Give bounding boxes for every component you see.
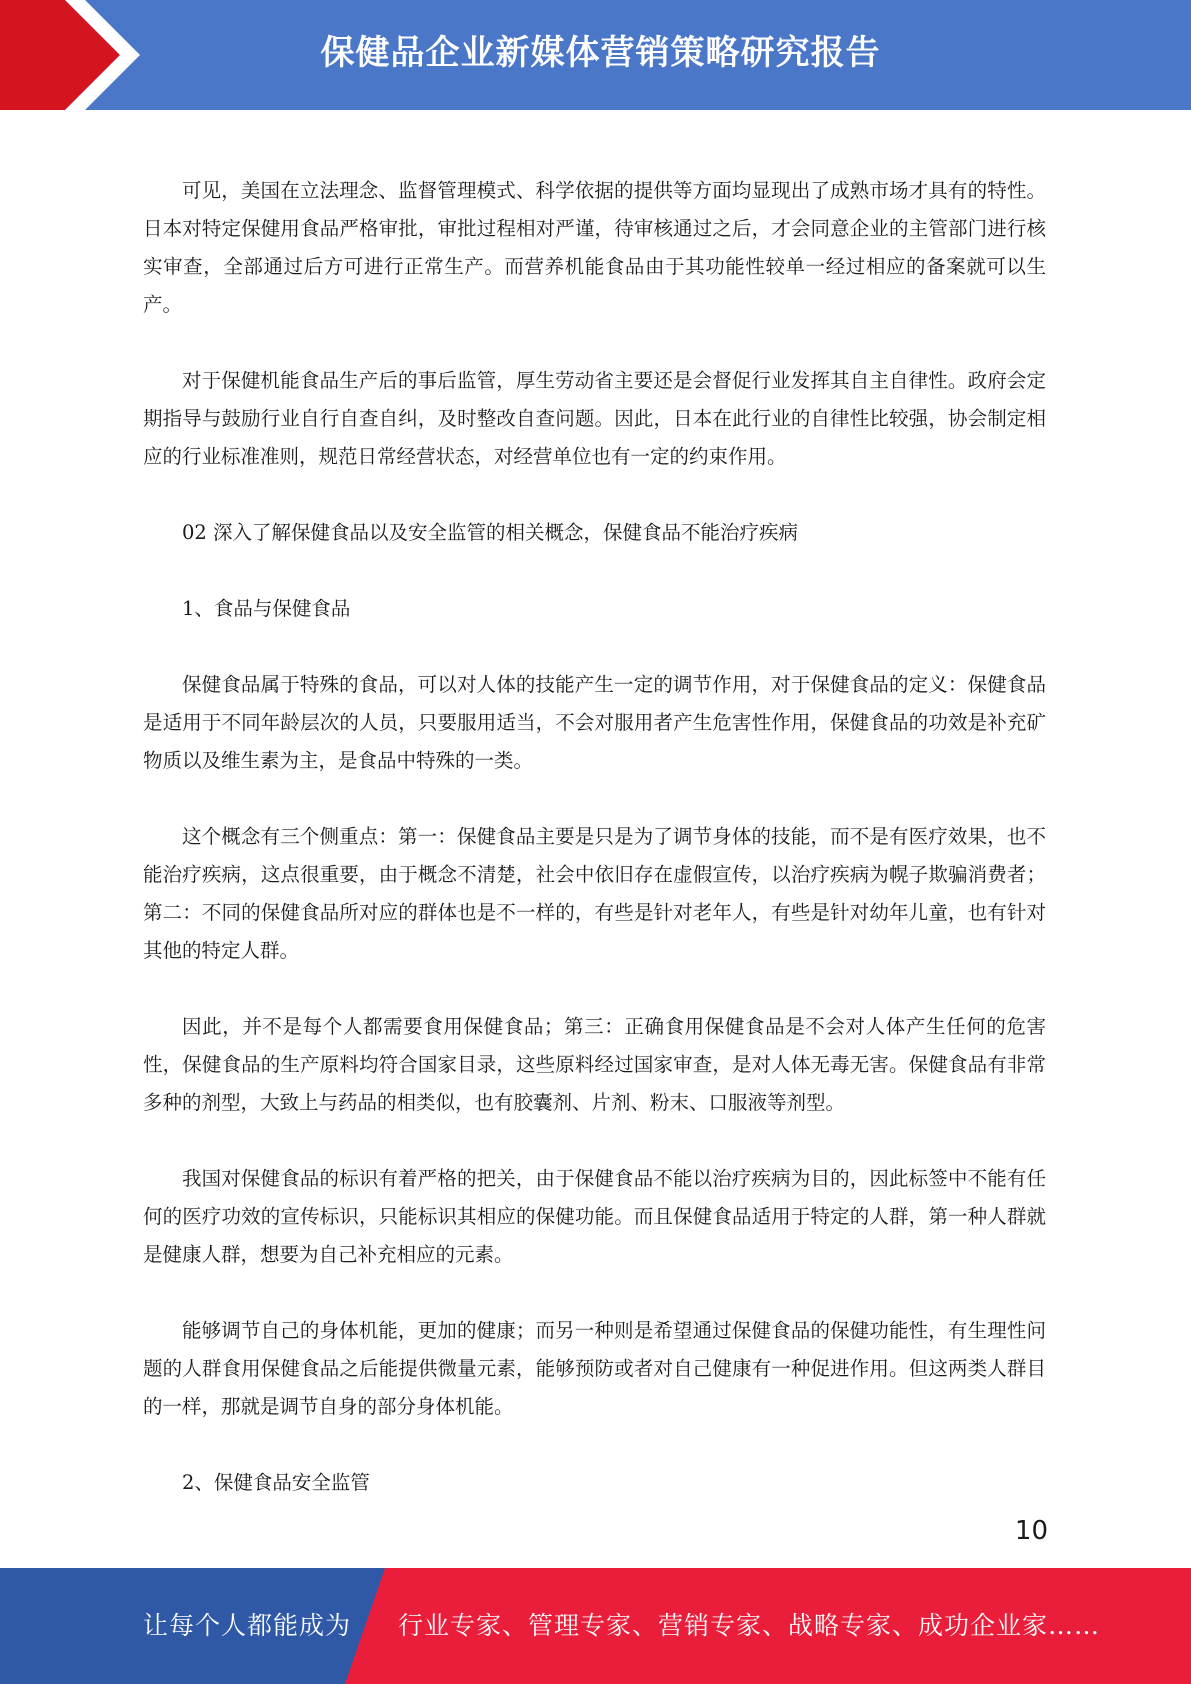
document-body — [143, 172, 1046, 1540]
subsection-heading: 1、食品与保健食品 — [182, 597, 351, 620]
page-header — [0, 0, 1191, 110]
paragraph: 这个概念有三个侧重点：第一：保健食品主要是只是为了调节身体的技能，而不是有医疗效果，也不能治疗疾病，这点很重要，由于概念不清楚，社会中依旧存在虚假宣传，以治疗疾病为幌子欺骗消费者；第二：不同的保健食品所对应的群体也是不一样的，有些是针对老年人，有些是针对幼年儿童，也有针对其他的特定人群。 — [143, 825, 1046, 962]
paragraph: 对于保健机能食品生产后的事后监管，厚生劳动省主要还是会督促行业发挥其自主自律性。政府会定期指导与鼓励行业自行自查自纠，及时整改自查问题。因此，日本在此行业的自律性比较强，协会制定相应的行业标准准则，规范日常经营状态，对经营单位也有一定的约束作用。 — [143, 369, 1046, 468]
page-number: 10 — [1014, 1516, 1048, 1546]
paragraph: 可见，美国在立法理念、监督管理模式、科学依据的提供等方面均显现出了成熟市场才具有的特性。日本对特定保健用食品严格审批，审批过程相对严谨，待审核通过之后，才会同意企业的主管部门进行核实审查，全部通过后方可进行正常生产。而营养机能食品由于其功能性较单一经过相应的备案就可以生产。 — [143, 179, 1046, 316]
report-title: 保健品企业新媒体营销策略研究报告 — [320, 33, 881, 73]
paragraph: 能够调节自己的身体机能，更加的健康；而另一种则是希望通过保健食品的保健功能性，有生理性问题的人群食用保健食品之后能提供微量元素，能够预防或者对自己健康有一种促进作用。但这两类人群目的一样，那就是调节自身的部分身体机能。 — [143, 1319, 1046, 1418]
page-footer — [0, 1568, 1191, 1684]
subsection-heading: 2、保健食品安全监管 — [182, 1471, 370, 1494]
paragraph: 保健食品属于特殊的食品，可以对人体的技能产生一定的调节作用，对于保健食品的定义：保健食品是适用于不同年龄层次的人员，只要服用适当，不会对服用者产生危害性作用，保健食品的功效是补充矿物质以及维生素为主，是食品中特殊的一类。 — [143, 673, 1046, 772]
footer-slogan-left: 让每个人都能成为 — [143, 1611, 352, 1640]
paragraph: 因此，并不是每个人都需要食用保健食品；第三：正确食用保健食品是不会对人体产生任何的危害性，保健食品的生产原料均符合国家目录，这些原料经过国家审查，是对人体无毒无害。保健食品有非常多种的剂型，大致上与药品的相类似，也有胶囊剂、片剂、粉末、口服液等剂型。 — [143, 1015, 1046, 1114]
paragraph: 我国对保健食品的标识有着严格的把关，由于保健食品不能以治疗疾病为目的，因此标签中不能有任何的医疗功效的宣传标识，只能标识其相应的保健功能。而且保健食品适用于特定的人群，第一种人群就是健康人群，想要为自己补充相应的元素。 — [143, 1167, 1046, 1266]
footer-slogan-right: 行业专家、管理专家、营销专家、战略专家、成功企业家…… — [398, 1611, 1101, 1640]
section-heading: 02 深入了解保健食品以及安全监管的相关概念，保健食品不能治疗疾病 — [182, 521, 799, 544]
